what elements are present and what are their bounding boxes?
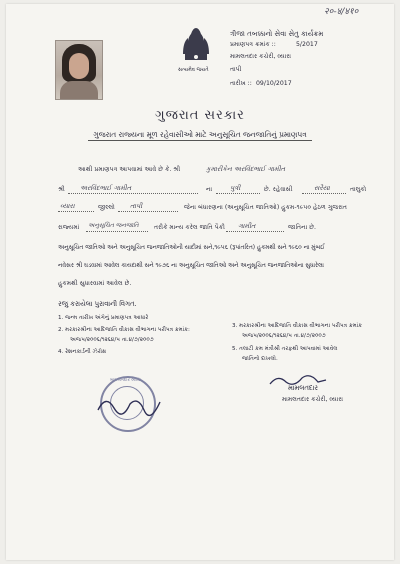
title-underline <box>88 140 312 141</box>
handwritten-reference: २०-४/४१० <box>324 7 359 17</box>
body-line-5: અનુસૂચિત જાતિઓ અને અનુસૂચિત જનજાતિઓની યાદીમાં સને,૧૯૫૬ (રૂપાંતરિત) હુકમથી સને ૧૯૬૦ ના મુંબઈ <box>58 245 325 251</box>
relation-value: પુત્રી <box>230 184 241 192</box>
evidence-item-2: 2. મરકારશ્રીના આદિજાતિ વીકાસ વીભાગના પરીપત્ર ક્રમાંક: <box>58 327 190 333</box>
header-district: તાપી <box>230 66 242 73</box>
line4-end: જાતિના છે. <box>288 224 316 231</box>
line2-prefix: શ્રી <box>58 186 65 193</box>
body-line-6: નવેસર શ્રી ઘડવામાં આવેલ કાયદાથી સને ૧૯૭૬ ના અનુસૂચિત જાતિઓ અને અનુસૂચિત જનજાતિઓના સુધારેલા <box>58 263 324 269</box>
evidence-heading: રજુ કરાયેલા પુરાવાની વિગત. <box>58 300 137 308</box>
line4-prefix: રાજ્યમાં <box>58 224 80 231</box>
header-program: ત્રીજા તબક્કાનો સેવા સેતુ કાર્યક્રમ <box>230 30 324 38</box>
signatory-title: મામલતદાર <box>288 384 318 392</box>
evidence-item-1: 1. જન્મ તારીખ અંગેનું પ્રમાણપત્ર આધારે <box>58 315 149 321</box>
cert-no-label: પ્રમાણપત્ર ક્રમાંક :: <box>230 41 276 48</box>
line3-jillo: જીલ્લો <box>98 204 115 211</box>
seal-signature <box>94 390 164 420</box>
father-name-value: અરવિંદભાઈ ગામીત <box>80 184 132 192</box>
category-value: અનુસૂચિત જનજાતિ <box>88 222 139 229</box>
date-value: 09/10/2017 <box>256 80 292 87</box>
body-line-1: આથી પ્રમાણપત્ર આપવામાં આવે છે કે. શ્રી <box>78 166 181 173</box>
village-value: સરૈયા <box>314 184 330 192</box>
cert-no-value: 5/2017 <box>296 41 318 48</box>
date-label: તારીખ :: <box>230 80 252 87</box>
applicant-name-value: કુમારીકેન અરવિંદભાઈ ગામીત <box>206 165 285 173</box>
applicant-photo <box>55 40 103 100</box>
seal-text: મામલતદાર વ્યારા <box>110 378 142 383</box>
header-office: મામલતદાર કચેરી, વ્યારા <box>230 53 292 60</box>
evidence-item-5-cont: જાતિનો દાખલો. <box>242 356 278 362</box>
evidence-item-5: 5. તલાટી કમ મંત્રીશ્રી તરફથી આપવામાં આવેલ <box>232 346 338 352</box>
line4-mid: તરીકે માન્ય કરેલ જાતિ પૈકી <box>154 224 225 231</box>
district-value: તાપી <box>130 202 143 210</box>
certificate-page <box>6 4 394 560</box>
caste-value: ગામીત <box>238 222 256 230</box>
evidence-item-3: 3. મરકારશ્રીના આદિજાતિ વીકાસ વીભાગના પરીપત્ર ક્રમાંક <box>232 323 363 329</box>
taluka-value: વ્યારા <box>60 202 75 210</box>
evidence-item-4: 4. રેશનકાર્ડની ઝેરોક્ષ <box>58 349 107 355</box>
document-title: ગુજરાત સરકાર <box>155 108 245 123</box>
evidence-item-2-ref: અજપ/૨૦૦૬/૧૨૬૪/૫ તા.૪/૭/૨૦૦૭ <box>70 337 154 343</box>
body-line-3: જેના બંધારણના (અનુસૂચિત જાતિઓ) હુકમ-૧૯૫૦ હેઠળ ગુજરાત <box>184 204 348 211</box>
district-field <box>118 203 178 212</box>
line2-na: ના <box>206 186 213 193</box>
signatory-office: મામલતદાર કચેરી, વ્યારા <box>282 396 344 403</box>
document-subtitle: ગુજરાત રાજ્યના મૂળ રહેવાસીઓ માટે અનુસૂચિત જનજાતિનું પ્રમાણપત્ર <box>93 130 307 139</box>
emblem-caption: સત્યમેવ જયતે <box>178 67 209 73</box>
line2-resident: છે. રહેવાસી <box>264 186 293 193</box>
body-line-7: હુકમથી સુધારવામાં આવેલ છે. <box>58 280 132 287</box>
evidence-item-3-ref: અજપ/૨૦૦૬/૧૨૬૪/૫ તા.૪/૭/૨૦૦૭ <box>242 333 326 339</box>
line2-taluka: તાલુકો <box>350 186 367 193</box>
